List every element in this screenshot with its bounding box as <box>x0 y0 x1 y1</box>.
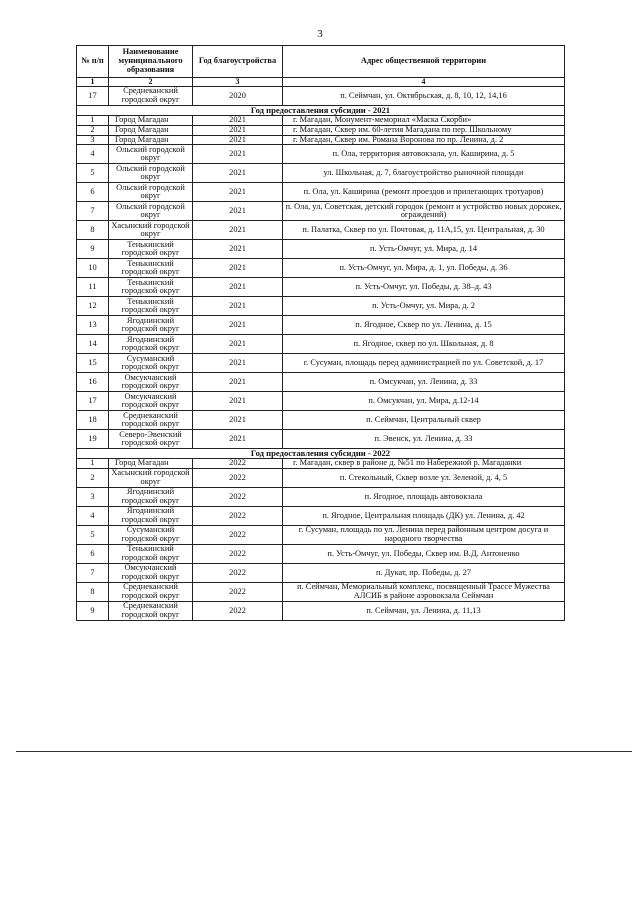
table-row <box>77 335 565 354</box>
row-municipality: Город Магадан <box>109 116 193 126</box>
row-num: 5 <box>77 164 109 183</box>
section-header-row <box>77 449 565 459</box>
row-num: 17 <box>77 87 109 106</box>
public-territories-table <box>76 45 565 621</box>
row-address: п. Дукат, пр. Победы, д. 27 <box>283 564 565 583</box>
row-address: г. Магадан, Сквер им. Романа Воронова по пр. Ленина, д. 2 <box>283 135 565 145</box>
row-municipality: Тенькинский городской округ <box>109 240 193 259</box>
row-num: 9 <box>77 240 109 259</box>
section-title: Год предоставления субсидии - 2022 <box>77 449 565 459</box>
row-year: 2021 <box>193 202 283 221</box>
row-year: 2021 <box>193 135 283 145</box>
row-year: 2021 <box>193 316 283 335</box>
column-number: 1 <box>77 78 109 87</box>
table-row <box>77 430 565 449</box>
row-address: г. Сусуман, площадь по ул. Ленина перед районным центром досуга и народного творчества <box>283 526 565 545</box>
row-municipality: Среднеканский городской округ <box>109 411 193 430</box>
row-num: 12 <box>77 297 109 316</box>
row-year: 2021 <box>193 373 283 392</box>
table-row <box>77 507 565 526</box>
row-municipality: Омсукчанский городской округ <box>109 564 193 583</box>
row-year: 2022 <box>193 469 283 488</box>
row-address: п. Омсукчан, ул. Ленина, д. 33 <box>283 373 565 392</box>
table-row <box>77 354 565 373</box>
row-year: 2022 <box>193 526 283 545</box>
row-num: 19 <box>77 430 109 449</box>
row-address: п. Ола, ул. Советская, детский городок (ремонт и устройство новых дорожек, ограждений) <box>283 202 565 221</box>
row-address: г. Сусуман, площадь перед администрацией по ул. Советской, д. 17 <box>283 354 565 373</box>
row-year: 2021 <box>193 354 283 373</box>
row-address: п. Эвенск, ул. Ленина, д. 33 <box>283 430 565 449</box>
row-num: 1 <box>77 459 109 469</box>
row-num: 7 <box>77 564 109 583</box>
row-num: 4 <box>77 145 109 164</box>
row-municipality: Омсукчанский городской округ <box>109 392 193 411</box>
row-address: п. Ягодное, Центральная площадь (ДК) ул. Ленина, д. 42 <box>283 507 565 526</box>
row-num: 1 <box>77 116 109 126</box>
row-year: 2022 <box>193 507 283 526</box>
table-row <box>77 202 565 221</box>
row-num: 15 <box>77 354 109 373</box>
row-municipality: Ольский городской округ <box>109 164 193 183</box>
table-row <box>77 116 565 126</box>
row-municipality: Город Магадан <box>109 459 193 469</box>
table-row <box>77 373 565 392</box>
row-municipality: Среднеканский городской округ <box>109 602 193 621</box>
row-year: 2021 <box>193 278 283 297</box>
row-address: г. Магадан, Монумент-мемориал «Маска Скорби» <box>283 116 565 126</box>
row-address: п. Стекольный, Сквер возле ул. Зеленой, д. 4, 5 <box>283 469 565 488</box>
row-municipality: Город Магадан <box>109 125 193 135</box>
row-year: 2022 <box>193 583 283 602</box>
row-num: 13 <box>77 316 109 335</box>
column-number: 3 <box>193 78 283 87</box>
row-num: 6 <box>77 183 109 202</box>
row-year: 2021 <box>193 392 283 411</box>
row-num: 6 <box>77 545 109 564</box>
row-address: п. Усть-Омчуг, ул. Мира, д. 2 <box>283 297 565 316</box>
row-municipality: Омсукчанский городской округ <box>109 373 193 392</box>
table-row <box>77 545 565 564</box>
row-address: п. Ола, территория автовокзала, ул. Каширина, д. 5 <box>283 145 565 164</box>
row-year: 2021 <box>193 221 283 240</box>
row-address: ул. Школьная, д. 7, благоустройство рыночной площади <box>283 164 565 183</box>
row-address: п. Усть-Омчуг, ул. Победы, д. 38–д. 43 <box>283 278 565 297</box>
row-municipality: Ягоднинский городской округ <box>109 507 193 526</box>
row-num: 14 <box>77 335 109 354</box>
row-address: п. Ола, ул. Каширина (ремонт проездов и прилегающих тротуаров) <box>283 183 565 202</box>
header-num: № п/п <box>77 46 109 78</box>
row-municipality: Тенькинский городской округ <box>109 545 193 564</box>
row-address: п. Ягодное, Сквер по ул. Ленина, д. 15 <box>283 316 565 335</box>
section-header-row <box>77 106 565 116</box>
row-address: п. Сеймчан, ул. Октябрьская, д. 8, 10, 12, 14,16 <box>283 87 565 106</box>
row-municipality: Хасынский городской округ <box>109 469 193 488</box>
row-num: 8 <box>77 583 109 602</box>
table-row <box>77 583 565 602</box>
row-num: 8 <box>77 221 109 240</box>
row-municipality: Среднеканский городской округ <box>109 87 193 106</box>
header-municipality: Наименование муниципального образования <box>109 46 193 78</box>
row-municipality: Ольский городской округ <box>109 183 193 202</box>
row-address: п. Сеймчан, Центральный сквер <box>283 411 565 430</box>
table-row <box>77 87 565 106</box>
header-year: Год благоустройства <box>193 46 283 78</box>
header-address: Адрес общественной территории <box>283 46 565 78</box>
row-year: 2021 <box>193 411 283 430</box>
row-municipality: Город Магадан <box>109 135 193 145</box>
row-year: 2020 <box>193 87 283 106</box>
row-year: 2021 <box>193 335 283 354</box>
column-number: 2 <box>109 78 193 87</box>
table-row <box>77 564 565 583</box>
table-row <box>77 459 565 469</box>
table-row <box>77 602 565 621</box>
row-municipality: Тенькинский городской округ <box>109 259 193 278</box>
row-year: 2021 <box>193 183 283 202</box>
table-row <box>77 316 565 335</box>
row-address: п. Усть-Омчуг, ул. Мира, д. 1, ул. Победы, д. 36 <box>283 259 565 278</box>
table-row <box>77 145 565 164</box>
table-row <box>77 488 565 507</box>
table-row <box>77 392 565 411</box>
row-year: 2022 <box>193 545 283 564</box>
row-municipality: Ольский городской округ <box>109 202 193 221</box>
column-number: 4 <box>283 78 565 87</box>
column-numbers-row <box>77 78 565 87</box>
row-num: 16 <box>77 373 109 392</box>
table-row <box>77 278 565 297</box>
row-year: 2021 <box>193 430 283 449</box>
row-address: п. Усть-Омчуг, ул. Мира, д. 14 <box>283 240 565 259</box>
row-num: 2 <box>77 125 109 135</box>
row-address: п. Ягодное, сквер по ул. Школьная, д. 8 <box>283 335 565 354</box>
table-row <box>77 135 565 145</box>
table-row <box>77 125 565 135</box>
table-row <box>77 183 565 202</box>
row-year: 2021 <box>193 259 283 278</box>
table-row <box>77 411 565 430</box>
row-address: п. Палатка, Сквер по ул. Почтовая, д. 11А,15, ул. Центральная, д. 30 <box>283 221 565 240</box>
row-year: 2021 <box>193 145 283 164</box>
table-header-row <box>77 46 565 78</box>
table-row <box>77 259 565 278</box>
row-num: 4 <box>77 507 109 526</box>
row-year: 2021 <box>193 125 283 135</box>
row-year: 2022 <box>193 564 283 583</box>
row-municipality: Северо-Эвенский городской округ <box>109 430 193 449</box>
table-row <box>77 240 565 259</box>
row-municipality: Хасынский городской округ <box>109 221 193 240</box>
row-municipality: Ягоднинский городской округ <box>109 335 193 354</box>
row-address: г. Магадан, сквер в районе д. №51 по Набережной р. Магаданки <box>283 459 565 469</box>
row-year: 2021 <box>193 116 283 126</box>
row-municipality: Тенькинский городской округ <box>109 297 193 316</box>
row-year: 2022 <box>193 602 283 621</box>
row-address: п. Сеймчан, ул. Ленина, д. 11,13 <box>283 602 565 621</box>
row-num: 18 <box>77 411 109 430</box>
row-num: 7 <box>77 202 109 221</box>
row-year: 2021 <box>193 240 283 259</box>
table-row <box>77 164 565 183</box>
row-year: 2021 <box>193 297 283 316</box>
footer-rule <box>16 751 632 752</box>
table-row <box>77 469 565 488</box>
row-num: 3 <box>77 135 109 145</box>
row-municipality: Ольский городской округ <box>109 145 193 164</box>
row-address: г. Магадан, Сквер им. 60-летия Магадана по пер. Школьному <box>283 125 565 135</box>
row-num: 5 <box>77 526 109 545</box>
row-municipality: Тенькинский городской округ <box>109 278 193 297</box>
table-row <box>77 526 565 545</box>
row-num: 11 <box>77 278 109 297</box>
row-num: 2 <box>77 469 109 488</box>
row-year: 2021 <box>193 164 283 183</box>
row-num: 9 <box>77 602 109 621</box>
row-num: 10 <box>77 259 109 278</box>
row-num: 17 <box>77 392 109 411</box>
table-row <box>77 297 565 316</box>
row-municipality: Сусуманский городской округ <box>109 354 193 373</box>
table-row <box>77 221 565 240</box>
row-year: 2022 <box>193 488 283 507</box>
row-year: 2022 <box>193 459 283 469</box>
row-address: п. Ягодное, площадь автовокзала <box>283 488 565 507</box>
page-number: 3 <box>317 28 323 40</box>
section-title: Год предоставления субсидии - 2021 <box>77 106 565 116</box>
row-municipality: Ягоднинский городской округ <box>109 488 193 507</box>
row-municipality: Среднеканский городской округ <box>109 583 193 602</box>
row-num: 3 <box>77 488 109 507</box>
row-address: п. Омсукчан, ул. Мира, д.12-14 <box>283 392 565 411</box>
row-municipality: Сусуманский городской округ <box>109 526 193 545</box>
row-address: п. Усть-Омчуг, ул. Победы, Сквер им. В.Д. Антоненко <box>283 545 565 564</box>
row-address: п. Сеймчан, Мемориальный комплекс, посвященный Трассе Мужества АЛСИБ в районе аэровокзала Сеймчан <box>283 583 565 602</box>
row-municipality: Ягоднинский городской округ <box>109 316 193 335</box>
